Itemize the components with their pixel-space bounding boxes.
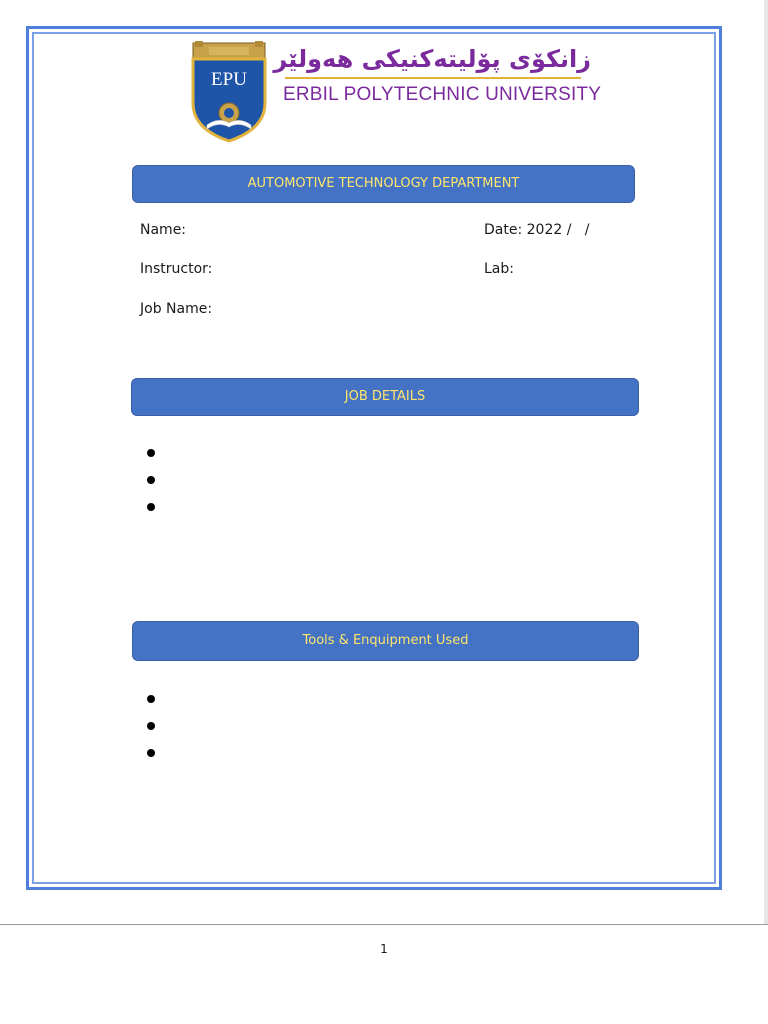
date-label: Date: 2022 / / — [484, 222, 590, 238]
bullet-dot-icon — [147, 722, 155, 730]
university-name-kurdish: زانكۆی پۆلیتەكنیكی هەولێر — [273, 45, 591, 73]
bullet-dot-icon — [147, 476, 155, 484]
document-page — [26, 26, 722, 890]
job-name-label: Job Name: — [140, 301, 213, 317]
tools-equipment-banner: Tools & Enquipment Used — [132, 621, 639, 661]
vertical-scrollbar[interactable] — [764, 0, 768, 924]
job-details-list — [147, 449, 155, 530]
bullet-dot-icon — [147, 695, 155, 703]
header-gold-rule — [285, 77, 581, 79]
department-banner: AUTOMOTIVE TECHNOLOGY DEPARTMENT — [132, 165, 635, 203]
logo-epu-text: EPU — [211, 69, 247, 90]
bullet-dot-icon — [147, 503, 155, 511]
job-details-banner: JOB DETAILS — [131, 378, 639, 416]
name-label: Name: — [140, 222, 187, 238]
instructor-label: Instructor: — [140, 261, 213, 277]
page-divider — [0, 924, 768, 925]
page-number: 1 — [380, 942, 388, 956]
epu-logo-icon — [189, 41, 269, 143]
bullet-dot-icon — [147, 749, 155, 757]
lab-label: Lab: — [484, 261, 514, 277]
bullet-dot-icon — [147, 449, 155, 457]
university-name-english: ERBIL POLYTECHNIC UNIVERSITY — [283, 84, 602, 105]
tools-equipment-list — [147, 695, 155, 776]
